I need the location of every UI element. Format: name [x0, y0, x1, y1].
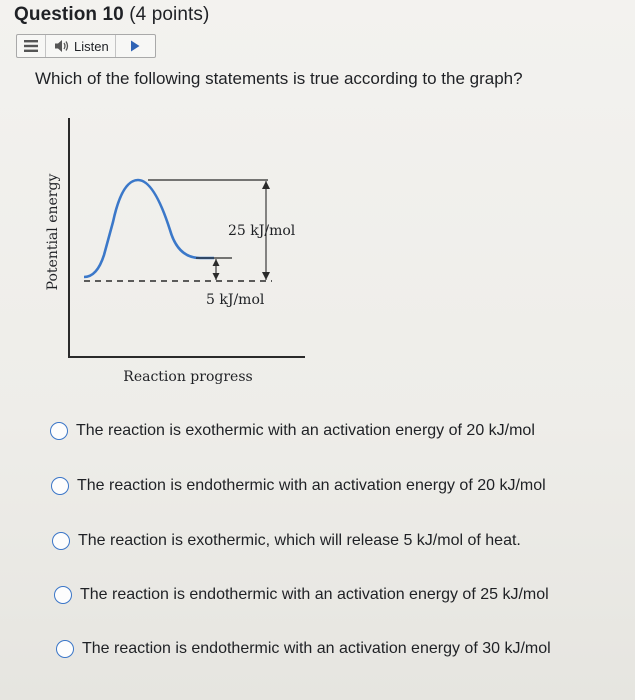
enthalpy-arrow-head-up: [213, 259, 220, 266]
answer-option-label: The reaction is endothermic with an activation energy of 30 kJ/mol: [82, 640, 551, 657]
answer-option-1[interactable]: [50, 422, 535, 440]
answer-option-2[interactable]: [51, 477, 546, 495]
radio-button[interactable]: [52, 532, 70, 550]
question-header: [14, 4, 209, 26]
radio-button[interactable]: [54, 586, 72, 604]
x-axis-label: Reaction progress: [123, 369, 253, 385]
activation-arrow-head-up: [262, 181, 270, 189]
answer-option-label: The reaction is exothermic, which will release 5 kJ/mol of heat.: [78, 532, 521, 549]
play-icon: [130, 40, 140, 52]
enthalpy-label: 5 kJ/mol: [206, 292, 265, 308]
energy-diagram: [0, 100, 330, 400]
listen-menu-button[interactable]: [17, 35, 46, 57]
play-button[interactable]: [116, 35, 155, 57]
answer-option-label: The reaction is exothermic with an activation energy of 20 kJ/mol: [76, 422, 535, 439]
question-text: Which of the following statements is true according to the graph?: [35, 69, 523, 88]
energy-curve: [84, 180, 214, 277]
listen-button[interactable]: [46, 35, 116, 57]
answer-option-label: The reaction is endothermic with an activation energy of 20 kJ/mol: [77, 477, 546, 494]
answer-option-3[interactable]: [52, 532, 521, 550]
question-points: (4 points): [129, 4, 210, 25]
speaker-icon: [54, 39, 70, 53]
activation-arrow-head-down: [262, 272, 270, 280]
enthalpy-arrow-head-down: [213, 273, 220, 280]
y-axis-label: Potential energy: [45, 173, 61, 291]
listen-label: Listen: [74, 38, 109, 54]
menu-icon: [24, 40, 38, 52]
answer-option-label: The reaction is endothermic with an activation energy of 25 kJ/mol: [80, 586, 549, 603]
question-title: Question 10: [14, 4, 124, 25]
answer-option-5[interactable]: [56, 640, 551, 658]
radio-button[interactable]: [56, 640, 74, 658]
activation-energy-label: 25 kJ/mol: [228, 223, 296, 239]
radio-button[interactable]: [51, 477, 69, 495]
answer-option-4[interactable]: [54, 586, 549, 604]
radio-button[interactable]: [50, 422, 68, 440]
listen-toolbar: [16, 34, 156, 58]
